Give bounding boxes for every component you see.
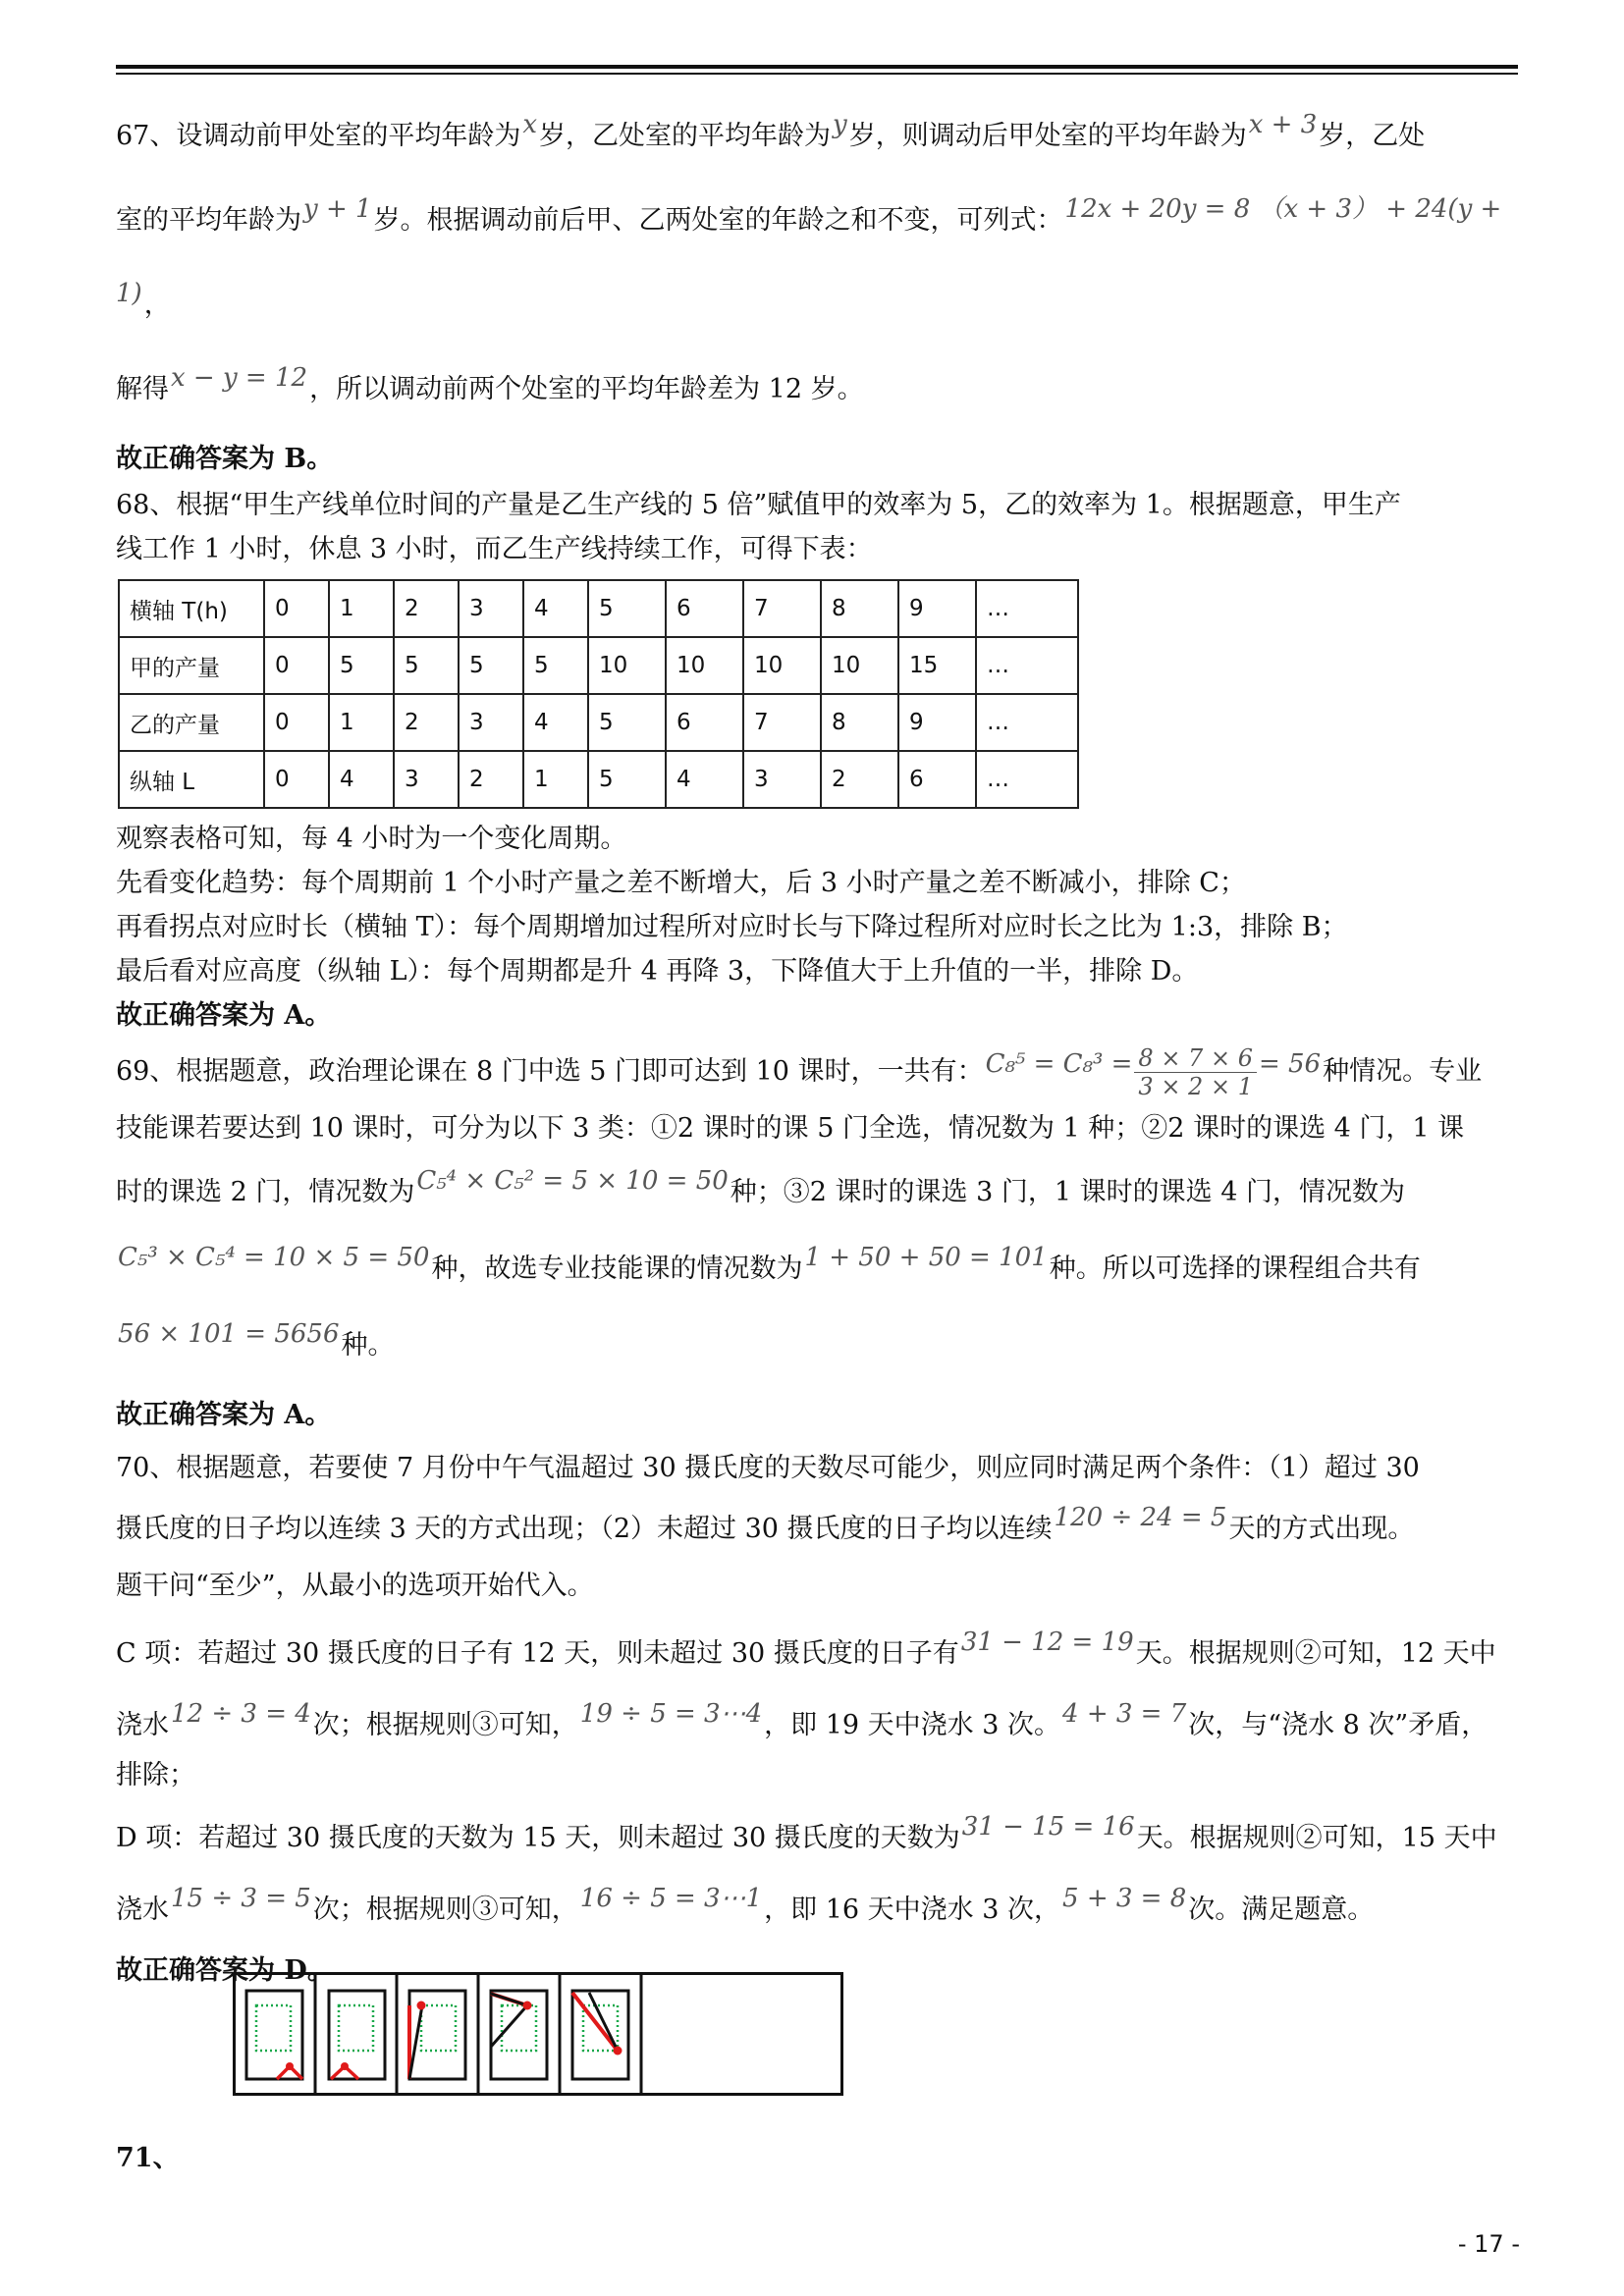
table-cell: 15 — [898, 637, 976, 694]
table-cell: 5 — [329, 637, 394, 694]
table-cell: 5 — [523, 637, 588, 694]
table-row-header: 甲的产量 — [119, 637, 264, 694]
table-cell: 3 — [459, 580, 523, 637]
table-cell: 4 — [666, 751, 743, 808]
figure-panel-2 — [329, 1991, 385, 2079]
table-cell: 10 — [588, 637, 666, 694]
figure-panel-5 — [572, 1991, 628, 2079]
q70-option-d-line-1: D 项：若超过 30 摄氏度的天数为 15 天，则未超过 30 摄氏度的天数为31 − 15 = 16天。根据规则②可知，15 天中 — [116, 1812, 1497, 1853]
table-cell: 2 — [394, 694, 459, 751]
table-row-header: 乙的产量 — [119, 694, 264, 751]
table-cell: 4 — [329, 751, 394, 808]
table-cell: 3 — [459, 694, 523, 751]
table-cell: 0 — [264, 694, 329, 751]
q71-label: 71、 — [116, 2143, 180, 2173]
page-number: - 17 - — [1457, 2230, 1520, 2258]
table-cell: 9 — [898, 580, 976, 637]
q67-answer: 故正确答案为 B。 — [116, 444, 334, 474]
q69-line-5: 56 × 101 = 5656种。 — [118, 1319, 395, 1361]
header-rule-thick — [116, 65, 1518, 69]
table-cell: 6 — [666, 580, 743, 637]
q68-line-1: 68、根据“甲生产线单位时间的产量是乙生产线的 5 倍”赋值甲的效率为 5，乙的效率为 1。根据题意，甲生产 — [116, 490, 1401, 520]
q69-line-2: 技能课若要达到 10 课时，可分为以下 3 类：①2 课时的课 5 门全选，情况数为 1 种；②2 课时的课选 4 门，1 课 — [116, 1113, 1465, 1144]
q68-observation-2: 先看变化趋势：每个周期前 1 个小时产量之差不断增大，后 3 小时产量之差不断减小，排除 C； — [116, 868, 1246, 898]
table-cell: … — [976, 751, 1078, 808]
table-row — [119, 637, 1078, 694]
q69-line-1: 69、根据题意，政治理论课在 8 门中选 5 门即可达到 10 课时，一共有：C₈⁵ = C₈³ = $\frac{8 \times 7 \times 6}{3 \times 2 \times 1}$ = 56种情况。专业 — [116, 1044, 1483, 1100]
table-row — [119, 751, 1078, 808]
table-cell: 0 — [264, 751, 329, 808]
q70-line-2: 摄氏度的日子均以连续 3 天的方式出现；（2）未超过 30 摄氏度的日子均以连续120 ÷ 24 = 5天的方式出现。 — [116, 1503, 1415, 1544]
table-cell: 2 — [821, 751, 898, 808]
table-cell: 3 — [743, 751, 821, 808]
figure-panel-3 — [409, 1991, 465, 2079]
header-rule-thin — [116, 73, 1518, 75]
table-cell: 5 — [459, 637, 523, 694]
q68-observation-3: 再看拐点对应时长（横轴 T）：每个周期增加过程所对应时长与下降过程所对应时长之比为 1:3，排除 B； — [116, 912, 1348, 942]
production-table — [118, 579, 1079, 809]
table-cell: 7 — [743, 694, 821, 751]
q67-line-1: 67、设调动前甲处室的平均年龄为x岁，乙处室的平均年龄为y岁，则调动后甲处室的平均年龄为x + 3岁，乙处 — [116, 110, 1426, 151]
table-cell: 10 — [743, 637, 821, 694]
page-content — [116, 94, 1520, 1995]
table-cell: 10 — [821, 637, 898, 694]
table-cell: 10 — [666, 637, 743, 694]
q67-line-3: 解得x − y = 12，所以调动前两个处室的平均年龄差为 12 岁。 — [116, 363, 864, 404]
table-cell: 8 — [821, 694, 898, 751]
q67-line-2: 室的平均年龄为y + 1岁。根据调动前后甲、乙两处室的年龄之和不变，可列式：12x + 20y = 8 （x + 3） + 24(y + 1)， — [116, 194, 1502, 320]
q68-observation-1: 观察表格可知，每 4 小时为一个变化周期。 — [116, 824, 627, 854]
table-cell: 7 — [743, 580, 821, 637]
q70-line-3: 题干问“至少”，从最小的选项开始代入。 — [116, 1571, 594, 1601]
table-cell: 3 — [394, 751, 459, 808]
table-cell: 4 — [523, 694, 588, 751]
q69-line-3: 时的课选 2 门，情况数为C₅⁴ × C₅² = 5 × 10 = 50种；③2 课时的课选 3 门，1 课时的课选 4 门，情况数为 — [116, 1166, 1406, 1207]
table-cell: 1 — [329, 580, 394, 637]
q68-answer: 故正确答案为 A。 — [116, 1000, 332, 1031]
figure-panel-1 — [246, 1991, 302, 2079]
table-cell: 5 — [588, 580, 666, 637]
q70-option-d-line-2: 浇水15 ÷ 3 = 5次；根据规则③可知，16 ÷ 5 = 3⋯1，即 16 天中浇水 3 次，5 + 3 = 8次。满足题意。 — [116, 1884, 1375, 1925]
fraction: $\frac{8 \times 7 \times 6}{3 \times 2 \times 1}$ — [1134, 1044, 1257, 1100]
table-cell: 1 — [523, 751, 588, 808]
table-cell: 1 — [329, 694, 394, 751]
table-cell: 5 — [588, 694, 666, 751]
table-cell: 6 — [666, 694, 743, 751]
q69-line-4: C₅³ × C₅⁴ = 10 × 5 = 50种，故选专业技能课的情况数为1 + 50 + 50 = 101种。所以可选择的课程组合共有 — [118, 1243, 1421, 1284]
table-cell: 4 — [523, 580, 588, 637]
q71-figure-sequence — [233, 1972, 843, 2096]
table-cell: 2 — [459, 751, 523, 808]
table-cell: … — [976, 637, 1078, 694]
figure-panel-4 — [491, 1991, 547, 2079]
table-row-header: 纵轴 L — [119, 751, 264, 808]
q69-answer: 故正确答案为 A。 — [116, 1400, 332, 1430]
table-row-header: 横轴 T(h) — [119, 580, 264, 637]
table-cell: … — [976, 580, 1078, 637]
table-cell: … — [976, 694, 1078, 751]
table-cell: 5 — [394, 637, 459, 694]
q70-answer: 故正确答案为 D。 — [116, 1955, 334, 1986]
q70-option-c-line-3: 排除； — [116, 1760, 195, 1790]
table-cell: 0 — [264, 637, 329, 694]
table-cell: 0 — [264, 580, 329, 637]
q70-option-c-line-1: C 项：若超过 30 摄氏度的日子有 12 天，则未超过 30 摄氏度的日子有31 − 12 = 19天。根据规则②可知，12 天中 — [116, 1628, 1496, 1669]
q70-option-c-line-2: 浇水12 ÷ 3 = 4次；根据规则③可知，19 ÷ 5 = 3⋯4，即 19 天中浇水 3 次。4 + 3 = 7次，与“浇水 8 次”矛盾， — [116, 1699, 1489, 1740]
q70-line-1: 70、根据题意，若要使 7 月份中午气温超过 30 摄氏度的天数尽可能少，则应同时满足两个条件：（1）超过 30 — [116, 1453, 1420, 1483]
table-cell: 9 — [898, 694, 976, 751]
q68-line-2: 线工作 1 小时，休息 3 小时，而乙生产线持续工作，可得下表： — [116, 534, 873, 564]
table-cell: 5 — [588, 751, 666, 808]
table-row — [119, 694, 1078, 751]
table-row — [119, 580, 1078, 637]
table-cell: 8 — [821, 580, 898, 637]
table-cell: 6 — [898, 751, 976, 808]
q68-observation-4: 最后看对应高度（纵轴 L）：每个周期都是升 4 再降 3，下降值大于上升值的一半，排除 D。 — [116, 956, 1199, 987]
table-cell: 2 — [394, 580, 459, 637]
